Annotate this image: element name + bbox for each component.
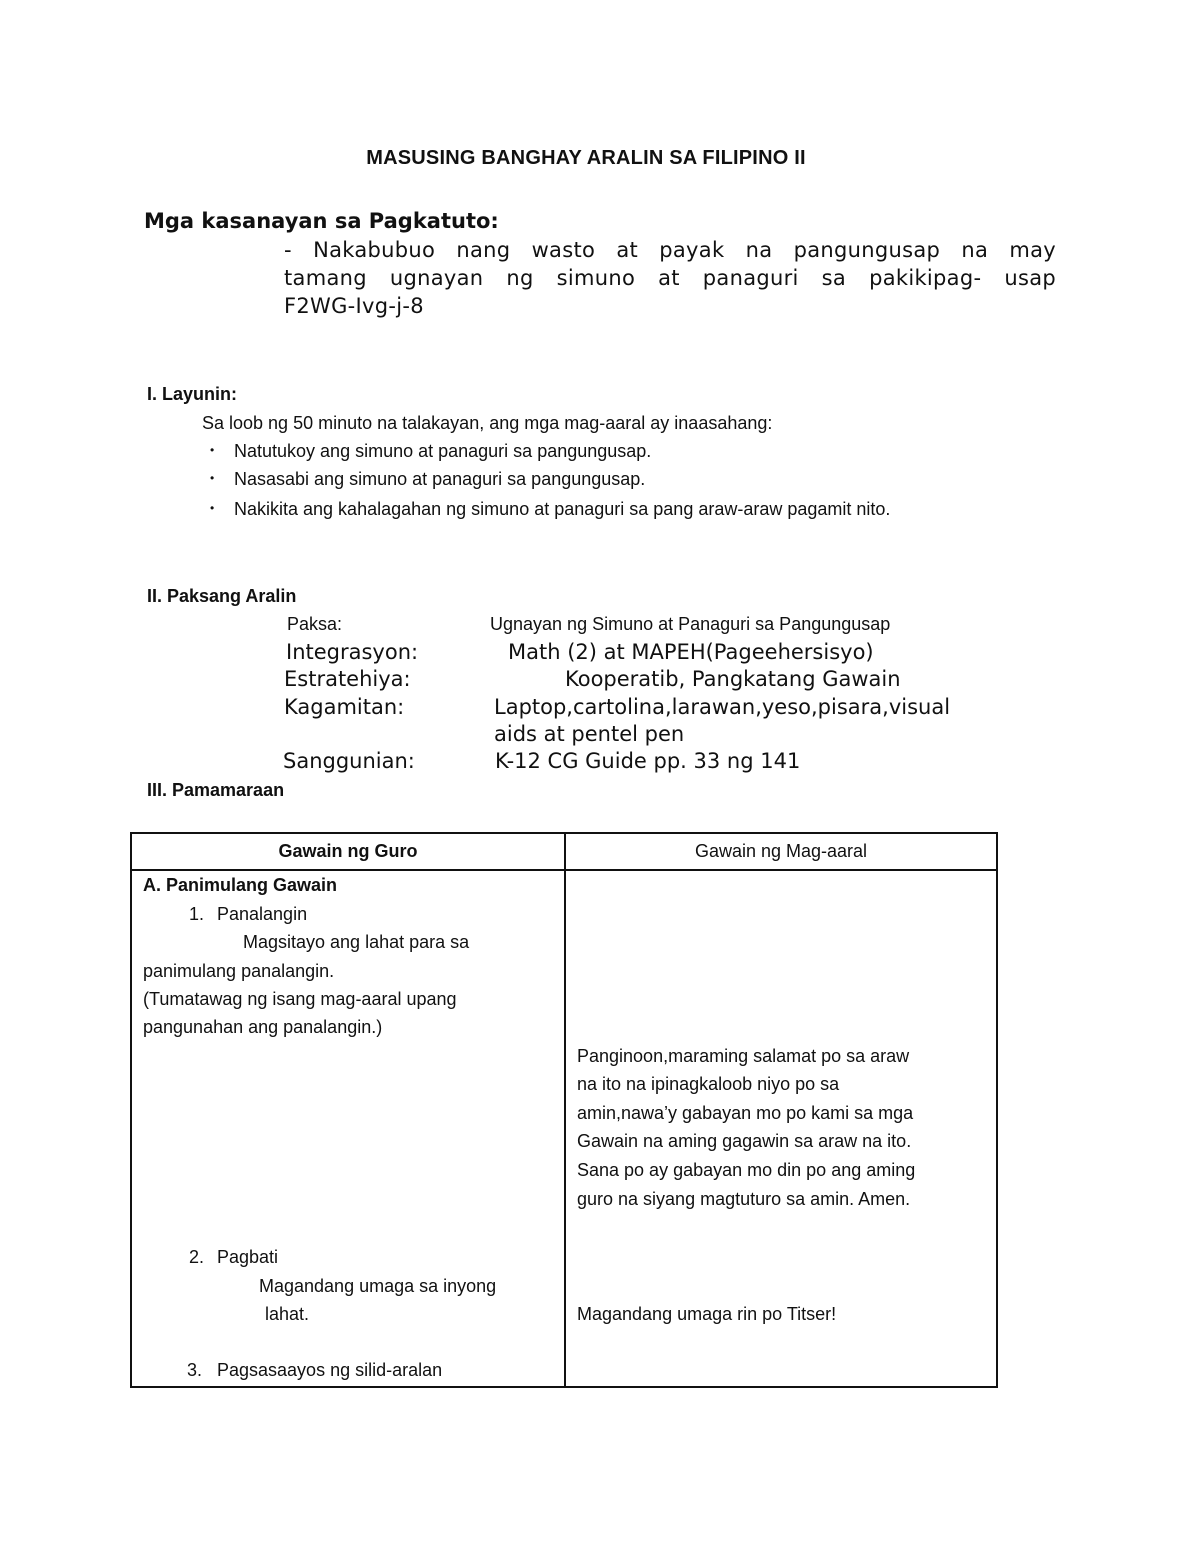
item-2-title: Pagbati: [217, 1247, 279, 1267]
greeting-response: Magandang umaga rin po Titser!: [577, 1304, 837, 1324]
item-1-line-3: (Tumatawag ng isang mag-aaral upang: [143, 989, 457, 1009]
layunin-item-text: Nasasabi ang simuno at panaguri sa pangungusap.: [234, 469, 646, 489]
prayer-line-6: guro na siyang magtuturo sa amin. Amen.: [577, 1189, 911, 1209]
prayer-line-5: Sana po ay gabayan mo din po ang aming: [577, 1160, 916, 1180]
prayer-line-4: Gawain na aming gagawin sa araw na ito.: [577, 1131, 912, 1151]
item-3-title: Pagsasaayos ng silid-aralan: [217, 1360, 443, 1380]
kagamitan-value-line-1: Laptop,cartolina,larawan,yeso,pisara,visual: [494, 695, 951, 719]
prayer-line-2: na ito na ipinagkaloob niyo po sa: [577, 1074, 840, 1094]
layunin-item-text: Nakikita ang kahalagahan ng simuno at panaguri sa pang araw-araw pagamit nito.: [234, 499, 891, 519]
kagamitan-label: Kagamitan:: [284, 695, 405, 719]
prayer-line-1: Panginoon,maraming salamat po sa araw: [577, 1046, 910, 1066]
paksa-label: Paksa:: [287, 614, 343, 634]
pamamaraan-heading: III. Pamamaraan: [147, 780, 285, 800]
item-1-line-1: Magsitayo ang lahat para sa: [243, 932, 470, 952]
estratehiya-value: Kooperatib, Pangkatang Gawain: [565, 667, 901, 691]
integrasyon-value: Math (2) at MAPEH(Pageehersisyo): [508, 640, 874, 664]
paksang-aralin-heading: II. Paksang Aralin: [147, 586, 297, 606]
layunin-item-text: Natutukoy ang simuno at panaguri sa pangungusap.: [234, 441, 652, 461]
layunin-item: [210, 469, 645, 490]
item-2-number: 2.: [189, 1247, 205, 1267]
item-3-number: 3.: [187, 1360, 203, 1380]
magaaral-cell: [565, 870, 997, 1387]
kagamitan-value-line-2: aids at pentel pen: [494, 722, 685, 746]
bullet-icon: •: [210, 443, 215, 457]
table-header-row: [131, 833, 997, 870]
integrasyon-label: Integrasyon:: [286, 640, 419, 664]
layunin-item: [210, 499, 890, 520]
col-header-magaaral: Gawain ng Mag-aaral: [565, 833, 997, 870]
table-row: [131, 870, 997, 1387]
bullet-icon: •: [210, 501, 215, 515]
bullet-icon: •: [210, 471, 215, 485]
sanggunian-label: Sanggunian:: [283, 749, 415, 773]
layunin-item: [210, 441, 651, 462]
item-1-title: Panalangin: [217, 904, 308, 924]
competency-code: F2WG-Ivg-j-8: [284, 294, 424, 318]
layunin-intro: Sa loob ng 50 minuto na talakayan, ang mga mag-aaral ay inaasahang:: [202, 413, 773, 433]
item-2-line-1: Magandang umaga sa inyong: [259, 1276, 497, 1296]
prayer-line-3: amin,nawa’y gabayan mo po kami sa mga: [577, 1103, 914, 1123]
procedure-table: [130, 832, 998, 1388]
item-1-line-2: panimulang panalangin.: [143, 961, 335, 981]
competency-text: [284, 236, 1056, 320]
guro-cell: [131, 870, 565, 1387]
sanggunian-value: K-12 CG Guide pp. 33 ng 141: [495, 749, 801, 773]
estratehiya-label: Estratehiya:: [284, 667, 411, 691]
paksa-value: Ugnayan ng Simuno at Panaguri sa Pangungusap: [490, 614, 891, 634]
page-title: MASUSING BANGHAY ARALIN SA FILIPINO II: [366, 147, 806, 169]
competency-line-1: - Nakabubuo nang wasto at payak na pangungusap na may: [284, 238, 1056, 262]
col-header-guro: Gawain ng Guro: [131, 833, 565, 870]
layunin-heading: I. Layunin:: [147, 384, 237, 404]
section-panimulang-gawain: A. Panimulang Gawain: [143, 875, 338, 895]
item-1-line-4: pangunahan ang panalangin.): [143, 1017, 383, 1037]
competency-heading: Mga kasanayan sa Pagkatuto:: [144, 209, 499, 233]
item-1-number: 1.: [189, 904, 205, 924]
competency-line-2: tamang ugnayan ng simuno at panaguri sa pakikipag- usap: [284, 266, 1056, 290]
item-2-line-2: lahat.: [265, 1304, 310, 1324]
